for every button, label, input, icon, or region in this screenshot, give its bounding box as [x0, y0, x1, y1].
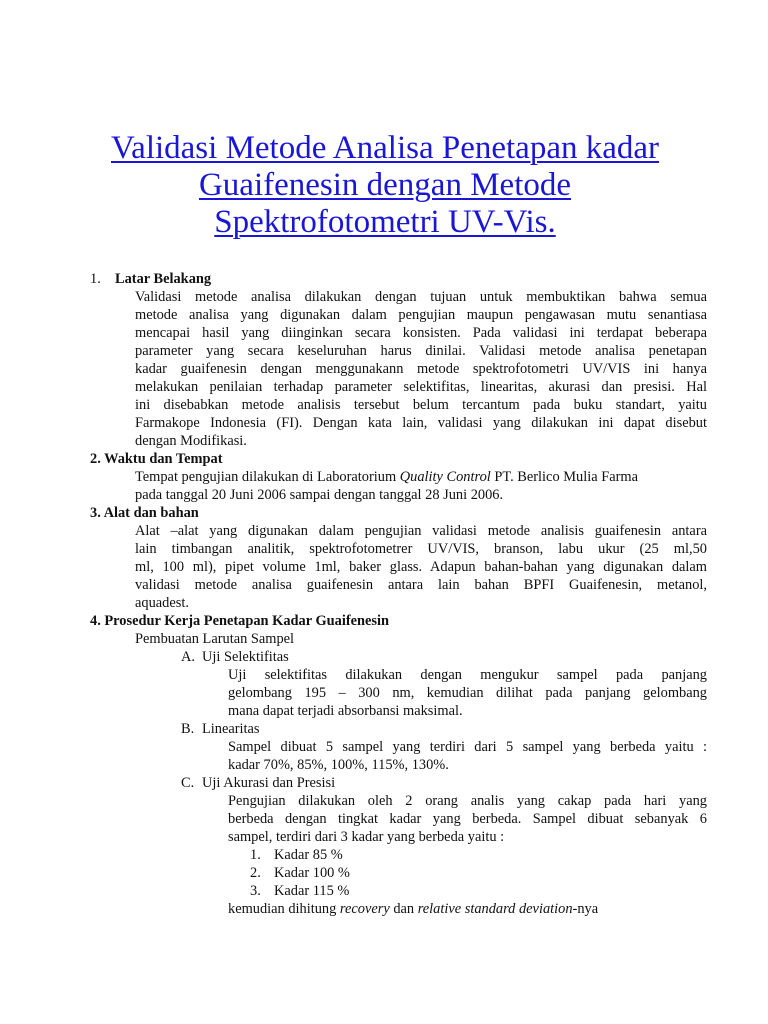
- final-emphasis-recovery: recovery: [339, 901, 390, 917]
- section-3-line: aquadest.: [135, 595, 189, 611]
- list-item: [250, 846, 343, 864]
- item-a-title: Uji Selektifitas: [202, 649, 289, 665]
- section-3-line: ml, 100 ml), pipet volume 1ml, baker glass. Adapun bahan-bahan yang digunakan dalam: [135, 559, 707, 575]
- item-c-line: sampel, terdiri dari 3 kadar yang berbeda yaitu :: [228, 829, 505, 845]
- final-emphasis-rsd: relative standard deviation: [417, 901, 573, 917]
- item-c-line: berbeda dengan tingkat kadar yang berbeda. Sampel dibuat sebanyak 6: [228, 811, 707, 827]
- section-1-line: parameter yang secara keseluruhan harus dinilai. Validasi metode analisa penetapan: [135, 343, 707, 359]
- title-line-3: Spektrofotometri UV-Vis.: [214, 204, 556, 240]
- section-1-line: dengan Modifikasi.: [135, 433, 247, 449]
- item-b-title: Linearitas: [202, 721, 260, 737]
- section-2-line-2: pada tanggal 20 Juni 2006 sampai dengan tanggal 28 Juni 2006.: [135, 487, 504, 503]
- list-item: [250, 882, 349, 900]
- section-1-line: ini disebabkan metode analisis tersebut belum tercantum pada buku standart, yaitu: [135, 397, 707, 413]
- item-b-label: [181, 720, 260, 738]
- list-item-text: Kadar 100 %: [274, 865, 350, 881]
- section-1-line: Validasi metode analisa dilakukan dengan tujuan untuk membuktikan bahwa semua: [135, 289, 707, 305]
- section-3-line: Alat –alat yang digunakan dalam pengujian validasi metode analisis guaifenesin antara: [135, 523, 707, 539]
- item-c-final-line: [228, 900, 598, 918]
- list-item-text: Kadar 115 %: [274, 883, 350, 899]
- item-c-paragraph: [228, 792, 707, 846]
- section-2-text: Tempat pengujian dilakukan di Laboratorium: [135, 469, 400, 485]
- list-item-number: 3.: [250, 883, 261, 899]
- section-3-paragraph: [135, 522, 707, 612]
- section-4-heading: 4. Prosedur Kerja Penetapan Kadar Guaifenesin: [90, 613, 390, 629]
- section-2-paragraph: [135, 468, 707, 504]
- title-line-2: Guaifenesin dengan Metode: [198, 167, 572, 203]
- item-b-line: kadar 70%, 85%, 100%, 115%, 130%.: [228, 757, 449, 773]
- final-text: kemudian dihitung: [228, 901, 340, 917]
- item-c-letter: C.: [181, 775, 195, 791]
- item-a-line: Uji selektifitas dilakukan dengan mengukur sampel pada panjang: [228, 667, 707, 683]
- item-b-paragraph: [228, 738, 707, 774]
- item-c-line: Pengujian dilakukan oleh 2 orang analis yang cakap pada hari yang: [228, 793, 707, 809]
- list-item-number: 2.: [250, 865, 261, 881]
- list-item: [250, 864, 350, 882]
- section-2-emphasis: Quality Control: [399, 469, 491, 485]
- item-c-label: [181, 774, 335, 792]
- section-3-heading: 3. Alat dan bahan: [90, 505, 199, 521]
- section-1-line: kadar guaifenesin dengan menggunakann metode spektrofotometri UV/VIS ini hanya: [135, 361, 707, 377]
- list-item-number: 1.: [250, 847, 261, 863]
- section-1-paragraph: [135, 288, 707, 450]
- document-title: [60, 130, 710, 241]
- section-4-subheading: Pembuatan Larutan Sampel: [135, 631, 295, 647]
- section-1-line: melakukan penilaian terhadap parameter selektifitas, linearitas, akurasi dan presisi. Hal: [135, 379, 707, 395]
- list-item-text: Kadar 85 %: [274, 847, 343, 863]
- section-1-heading: Latar Belakang: [115, 271, 212, 287]
- section-1-number: 1.: [90, 271, 101, 287]
- section-1-line: mencapai hasil yang diinginkan secara konsisten. Pada validasi ini terdapat beberapa: [135, 325, 707, 341]
- final-text: dan: [389, 901, 418, 917]
- item-b-line: Sampel dibuat 5 sampel yang terdiri dari 5 sampel yang berbeda yaitu :: [228, 739, 707, 755]
- item-a-letter: A.: [181, 649, 195, 665]
- section-3-line: validasi metode analisa guaifenesin antara lain bahan BPFI Guaifenesin, metanol,: [135, 577, 707, 593]
- item-c-title: Uji Akurasi dan Presisi: [202, 775, 336, 791]
- section-2-text: PT. Berlico Mulia Farma: [490, 469, 638, 485]
- final-text: -nya: [572, 901, 599, 917]
- item-a-line: gelombang 195 – 300 nm, kemudian dilihat pada panjang gelombang: [228, 685, 707, 701]
- section-1-line: Farmakope Indonesia (FI). Dengan kata lain, validasi yang dilakukan ini dapat disebut: [135, 415, 707, 431]
- item-b-letter: B.: [181, 721, 195, 737]
- section-2-line-1: [135, 468, 707, 486]
- item-a-line: mana dapat terjadi absorbansi maksimal.: [228, 703, 463, 719]
- section-1-line: metode analisa yang digunakan dalam pengujian maupun pengawasan mutu senantiasa: [135, 307, 707, 323]
- section-2-heading: 2. Waktu dan Tempat: [90, 451, 223, 467]
- title-line-1: Validasi Metode Analisa Penetapan kadar: [111, 130, 659, 166]
- item-a-paragraph: [228, 666, 707, 720]
- section-3-line: lain timbangan analitik, spektrofotometrer UV/VIS, branson, labu ukur (25 ml,50: [135, 541, 707, 557]
- item-a-label: [181, 648, 289, 666]
